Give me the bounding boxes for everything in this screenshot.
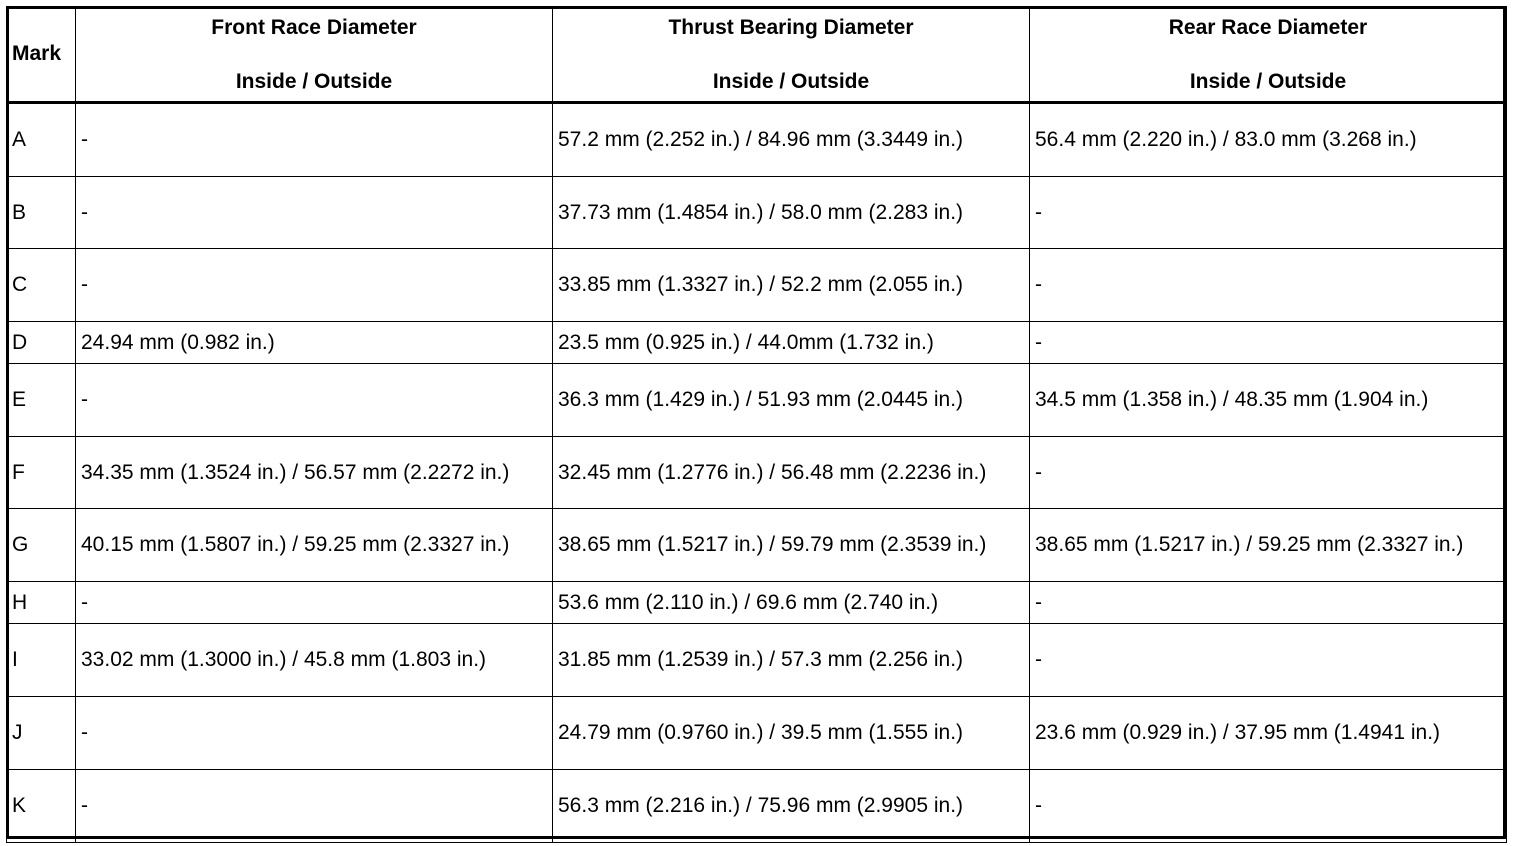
table-row (7, 624, 1507, 697)
cell-thrust-bearing: 36.3 mm (1.429 in.) / 51.93 mm (2.0445 in.) (553, 364, 1030, 437)
cell-mark: C (7, 249, 76, 322)
cell-front-race: - (76, 103, 553, 177)
cell-front-race: - (76, 770, 553, 843)
cell-rear-race: - (1030, 770, 1507, 843)
header-thrust-bearing (553, 7, 1030, 103)
cell-rear-race: - (1030, 437, 1507, 509)
header-rear-race-sub: Inside / Outside (1189, 70, 1347, 93)
cell-front-race: - (76, 249, 553, 322)
cell-thrust-bearing: 24.79 mm (0.9760 in.) / 39.5 mm (1.555 in.) (553, 697, 1030, 770)
cell-rear-race: - (1030, 582, 1507, 624)
header-front-race (76, 7, 553, 103)
cell-front-race: 40.15 mm (1.5807 in.) / 59.25 mm (2.3327 in.) (76, 509, 553, 582)
table-row (7, 509, 1507, 582)
cell-thrust-bearing: 33.85 mm (1.3327 in.) / 52.2 mm (2.055 in.) (553, 249, 1030, 322)
cell-thrust-bearing: 32.45 mm (1.2776 in.) / 56.48 mm (2.2236 in.) (553, 437, 1030, 509)
table-row (7, 177, 1507, 249)
cell-front-race: 34.35 mm (1.3524 in.) / 56.57 mm (2.2272 in.) (76, 437, 553, 509)
header-front-race-sub: Inside / Outside (235, 70, 393, 93)
cell-mark: J (7, 697, 76, 770)
cell-thrust-bearing: 23.5 mm (0.925 in.) / 44.0mm (1.732 in.) (553, 322, 1030, 364)
cell-rear-race: 23.6 mm (0.929 in.) / 37.95 mm (1.4941 in.) (1030, 697, 1507, 770)
cell-thrust-bearing: 57.2 mm (2.252 in.) / 84.96 mm (3.3449 in.) (553, 103, 1030, 177)
cell-rear-race: 38.65 mm (1.5217 in.) / 59.25 mm (2.3327 in.) (1030, 509, 1507, 582)
header-thrust-bearing-sub: Inside / Outside (712, 70, 870, 93)
cell-rear-race: 34.5 mm (1.358 in.) / 48.35 mm (1.904 in.) (1030, 364, 1507, 437)
cell-rear-race: - (1030, 624, 1507, 697)
table-row (7, 322, 1507, 364)
cell-mark: H (7, 582, 76, 624)
header-row (7, 7, 1507, 103)
cell-mark: D (7, 322, 76, 364)
header-thrust-bearing-title: Thrust Bearing Diameter (668, 16, 914, 39)
cell-front-race: - (76, 582, 553, 624)
cell-rear-race: 56.4 mm (2.220 in.) / 83.0 mm (3.268 in.) (1030, 103, 1507, 177)
cell-front-race: 33.02 mm (1.3000 in.) / 45.8 mm (1.803 in.) (76, 624, 553, 697)
table-row (7, 582, 1507, 624)
table-row (7, 249, 1507, 322)
cell-thrust-bearing: 53.6 mm (2.110 in.) / 69.6 mm (2.740 in.) (553, 582, 1030, 624)
cell-mark: K (7, 770, 76, 843)
table-row (7, 103, 1507, 177)
cell-mark: E (7, 364, 76, 437)
bearing-diameter-table (6, 6, 1507, 843)
cell-front-race: - (76, 697, 553, 770)
cell-rear-race: - (1030, 249, 1507, 322)
table-row (7, 697, 1507, 770)
cell-mark: B (7, 177, 76, 249)
header-front-race-title: Front Race Diameter (211, 16, 417, 39)
header-rear-race (1030, 7, 1507, 103)
header-mark: Mark (7, 7, 76, 103)
cell-thrust-bearing: 31.85 mm (1.2539 in.) / 57.3 mm (2.256 in.) (553, 624, 1030, 697)
cell-thrust-bearing: 37.73 mm (1.4854 in.) / 58.0 mm (2.283 in.) (553, 177, 1030, 249)
table-row (7, 364, 1507, 437)
cell-thrust-bearing: 38.65 mm (1.5217 in.) / 59.79 mm (2.3539 in.) (553, 509, 1030, 582)
cell-mark: A (7, 103, 76, 177)
table-row (7, 437, 1507, 509)
cell-front-race: - (76, 364, 553, 437)
table-row (7, 770, 1507, 843)
cell-thrust-bearing: 56.3 mm (2.216 in.) / 75.96 mm (2.9905 in.) (553, 770, 1030, 843)
cell-front-race: 24.94 mm (0.982 in.) (76, 322, 553, 364)
cell-mark: G (7, 509, 76, 582)
cell-mark: F (7, 437, 76, 509)
cell-front-race: - (76, 177, 553, 249)
cell-rear-race: - (1030, 322, 1507, 364)
cell-rear-race: - (1030, 177, 1507, 249)
header-rear-race-title: Rear Race Diameter (1168, 16, 1368, 39)
cell-mark: I (7, 624, 76, 697)
